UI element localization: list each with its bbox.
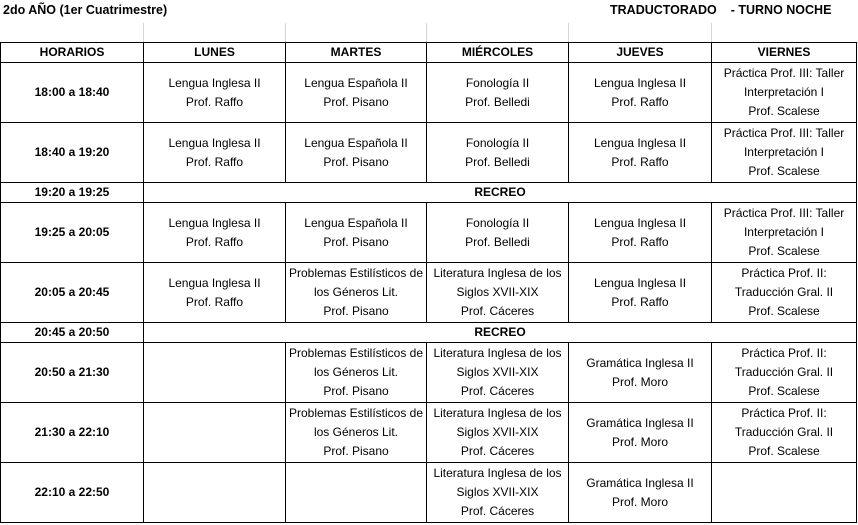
subject-line: Interpretación I [743, 85, 825, 99]
class-cell[interactable] [569, 263, 712, 323]
subject-line: Lengua Inglesa II [168, 215, 261, 230]
time-slot-row [1, 203, 857, 263]
subject-line: Fonología II [465, 215, 530, 230]
subject-line: Práctica Prof. III: Taller [723, 126, 845, 140]
subject-line: Siglos XVII-XIX [456, 425, 539, 439]
teacher-name: Prof. Scalese [748, 244, 820, 258]
teacher-name: Prof. Cáceres [460, 504, 535, 518]
teacher-name: Prof. Pisano [323, 304, 389, 318]
subject-line: Práctica Prof. II: [741, 406, 827, 420]
subject-line: Interpretación I [743, 145, 825, 159]
class-cell[interactable] [427, 203, 569, 263]
time-slot-row [1, 343, 857, 403]
recess-cell[interactable]: RECREO [144, 183, 857, 203]
class-cell[interactable] [427, 403, 569, 463]
subject-line: Lengua Inglesa II [593, 215, 687, 230]
teacher-name: Prof. Scalese [748, 444, 820, 458]
class-cell[interactable] [569, 343, 712, 403]
subject-line: Lengua Inglesa II [168, 75, 261, 90]
class-cell[interactable] [144, 263, 286, 323]
class-cell[interactable] [712, 263, 857, 323]
subject-line: los Géneros Lit. [313, 425, 399, 439]
column-header-0[interactable]: HORARIOS [1, 43, 144, 63]
empty-row[interactable] [0, 23, 858, 43]
column-header-5[interactable]: VIERNES [712, 43, 857, 63]
subject-line: Traducción Gral. II [734, 285, 834, 299]
time-slot-row [1, 463, 857, 523]
recess-cell[interactable]: RECREO [144, 323, 857, 343]
subject-line: Literatura Inglesa de los [433, 346, 562, 360]
recess-row [1, 183, 857, 203]
teacher-name: Prof. Raffo [611, 154, 669, 169]
subject-line: Siglos XVII-XIX [456, 285, 539, 299]
teacher-name: Prof. Raffo [185, 234, 244, 249]
header-row [1, 43, 857, 63]
subject-line: Literatura Inglesa de los [433, 466, 562, 480]
schedule-table [0, 42, 857, 523]
class-cell[interactable] [286, 263, 427, 323]
class-cell[interactable] [712, 63, 857, 123]
subject-line: Lengua Española II [304, 75, 408, 90]
class-cell[interactable] [286, 203, 427, 263]
teacher-name: Prof. Scalese [748, 384, 820, 398]
class-cell[interactable] [144, 343, 286, 403]
class-cell[interactable] [144, 203, 286, 263]
time-cell[interactable]: 19:25 a 20:05 [1, 203, 144, 263]
class-cell[interactable] [712, 403, 857, 463]
subject-line: Lengua Inglesa II [593, 275, 687, 290]
time-cell[interactable]: 20:50 a 21:30 [1, 343, 144, 403]
subject-line: Lengua Inglesa II [593, 135, 687, 150]
teacher-name: Prof. Cáceres [460, 304, 535, 318]
class-cell[interactable] [286, 463, 427, 523]
subject-line: Práctica Prof. II: [741, 266, 827, 280]
teacher-name: Prof. Moro [611, 434, 668, 449]
class-cell[interactable] [712, 463, 857, 523]
teacher-name: Prof. Raffo [185, 294, 244, 309]
teacher-name: Prof. Moro [611, 374, 668, 389]
time-slot-row [1, 263, 857, 323]
time-cell[interactable]: 22:10 a 22:50 [1, 463, 144, 523]
schedule-body [1, 63, 857, 523]
class-cell[interactable] [144, 403, 286, 463]
class-cell[interactable] [144, 63, 286, 123]
subject-line: Problemas Estilísticos de [288, 266, 424, 280]
program-name: TRADUCTORADO [610, 3, 717, 17]
program-title[interactable] [610, 3, 831, 17]
year-title[interactable]: 2do AÑO (1er Cuatrimestre) [3, 3, 168, 17]
subject-line: Práctica Prof. III: Taller [723, 66, 845, 80]
class-cell[interactable] [427, 263, 569, 323]
subject-line: Lengua Inglesa II [593, 75, 687, 90]
teacher-name: Prof. Belledi [465, 154, 530, 169]
teacher-name: Prof. Pisano [323, 234, 389, 249]
teacher-name: Prof. Moro [611, 494, 668, 509]
class-cell[interactable] [569, 463, 712, 523]
class-cell[interactable] [286, 403, 427, 463]
teacher-name: Prof. Cáceres [460, 384, 535, 398]
teacher-name: Prof. Raffo [611, 234, 669, 249]
subject-line: Gramática Inglesa II [586, 415, 694, 430]
subject-line: Práctica Prof. III: Taller [723, 206, 845, 220]
class-cell[interactable] [712, 123, 857, 183]
shift-label: - TURNO NOCHE [730, 3, 832, 17]
teacher-name: Prof. Pisano [323, 384, 389, 398]
subject-line: Traducción Gral. II [734, 425, 834, 439]
class-cell[interactable] [427, 343, 569, 403]
time-cell[interactable]: 19:20 a 19:25 [1, 183, 144, 203]
class-cell[interactable] [144, 123, 286, 183]
subject-line: Lengua Inglesa II [168, 275, 261, 290]
teacher-name: Prof. Pisano [323, 94, 389, 109]
teacher-name: Prof. Scalese [748, 104, 820, 118]
time-cell[interactable]: 20:05 a 20:45 [1, 263, 144, 323]
subject-line: los Géneros Lit. [313, 365, 399, 379]
subject-line: Lengua Española II [304, 135, 408, 150]
class-cell[interactable] [144, 463, 286, 523]
subject-line: Gramática Inglesa II [586, 475, 694, 490]
column-header-3[interactable]: MIÉRCOLES [427, 43, 569, 63]
time-cell[interactable]: 20:45 a 20:50 [1, 323, 144, 343]
column-header-2[interactable]: MARTES [286, 43, 427, 63]
subject-line: Gramática Inglesa II [586, 355, 694, 370]
column-header-4[interactable]: JUEVES [569, 43, 712, 63]
subject-line: los Géneros Lit. [313, 285, 399, 299]
teacher-name: Prof. Belledi [465, 234, 530, 249]
subject-line: Literatura Inglesa de los [433, 406, 562, 420]
teacher-name: Prof. Raffo [185, 154, 244, 169]
teacher-name: Prof. Belledi [465, 94, 530, 109]
teacher-name: Prof. Scalese [748, 164, 820, 178]
teacher-name: Prof. Scalese [748, 304, 820, 318]
class-cell[interactable] [286, 123, 427, 183]
title-row [0, 0, 858, 23]
subject-line: Interpretación I [743, 225, 825, 239]
recess-row [1, 323, 857, 343]
teacher-name: Prof. Raffo [611, 294, 669, 309]
subject-line: Siglos XVII-XIX [456, 365, 539, 379]
time-cell[interactable]: 18:40 a 19:20 [1, 123, 144, 183]
subject-line: Lengua Española II [304, 215, 408, 230]
subject-line: Literatura Inglesa de los [433, 266, 562, 280]
class-cell[interactable] [712, 343, 857, 403]
subject-line: Fonología II [465, 75, 530, 90]
teacher-name: Prof. Pisano [323, 154, 389, 169]
class-cell[interactable] [569, 123, 712, 183]
time-slot-row [1, 123, 857, 183]
teacher-name: Prof. Raffo [185, 94, 244, 109]
class-cell[interactable] [286, 63, 427, 123]
class-cell[interactable] [427, 123, 569, 183]
subject-line: Lengua Inglesa II [168, 135, 261, 150]
subject-line: Práctica Prof. II: [741, 346, 827, 360]
class-cell[interactable] [427, 463, 569, 523]
time-slot-row [1, 403, 857, 463]
column-header-1[interactable]: LUNES [144, 43, 286, 63]
time-slot-row [1, 63, 857, 123]
time-cell[interactable]: 18:00 a 18:40 [1, 63, 144, 123]
teacher-name: Prof. Cáceres [460, 444, 535, 458]
subject-line: Problemas Estilísticos de [288, 406, 424, 420]
class-cell[interactable] [286, 343, 427, 403]
class-cell[interactable] [712, 203, 857, 263]
time-cell[interactable]: 21:30 a 22:10 [1, 403, 144, 463]
subject-line: Siglos XVII-XIX [456, 485, 539, 499]
subject-line: Problemas Estilísticos de [288, 346, 424, 360]
class-cell[interactable] [427, 63, 569, 123]
teacher-name: Prof. Pisano [323, 444, 389, 458]
subject-line: Traducción Gral. II [734, 365, 834, 379]
subject-line: Fonología II [465, 135, 530, 150]
class-cell[interactable] [569, 403, 712, 463]
class-cell[interactable] [569, 63, 712, 123]
class-cell[interactable] [569, 203, 712, 263]
teacher-name: Prof. Raffo [611, 94, 669, 109]
